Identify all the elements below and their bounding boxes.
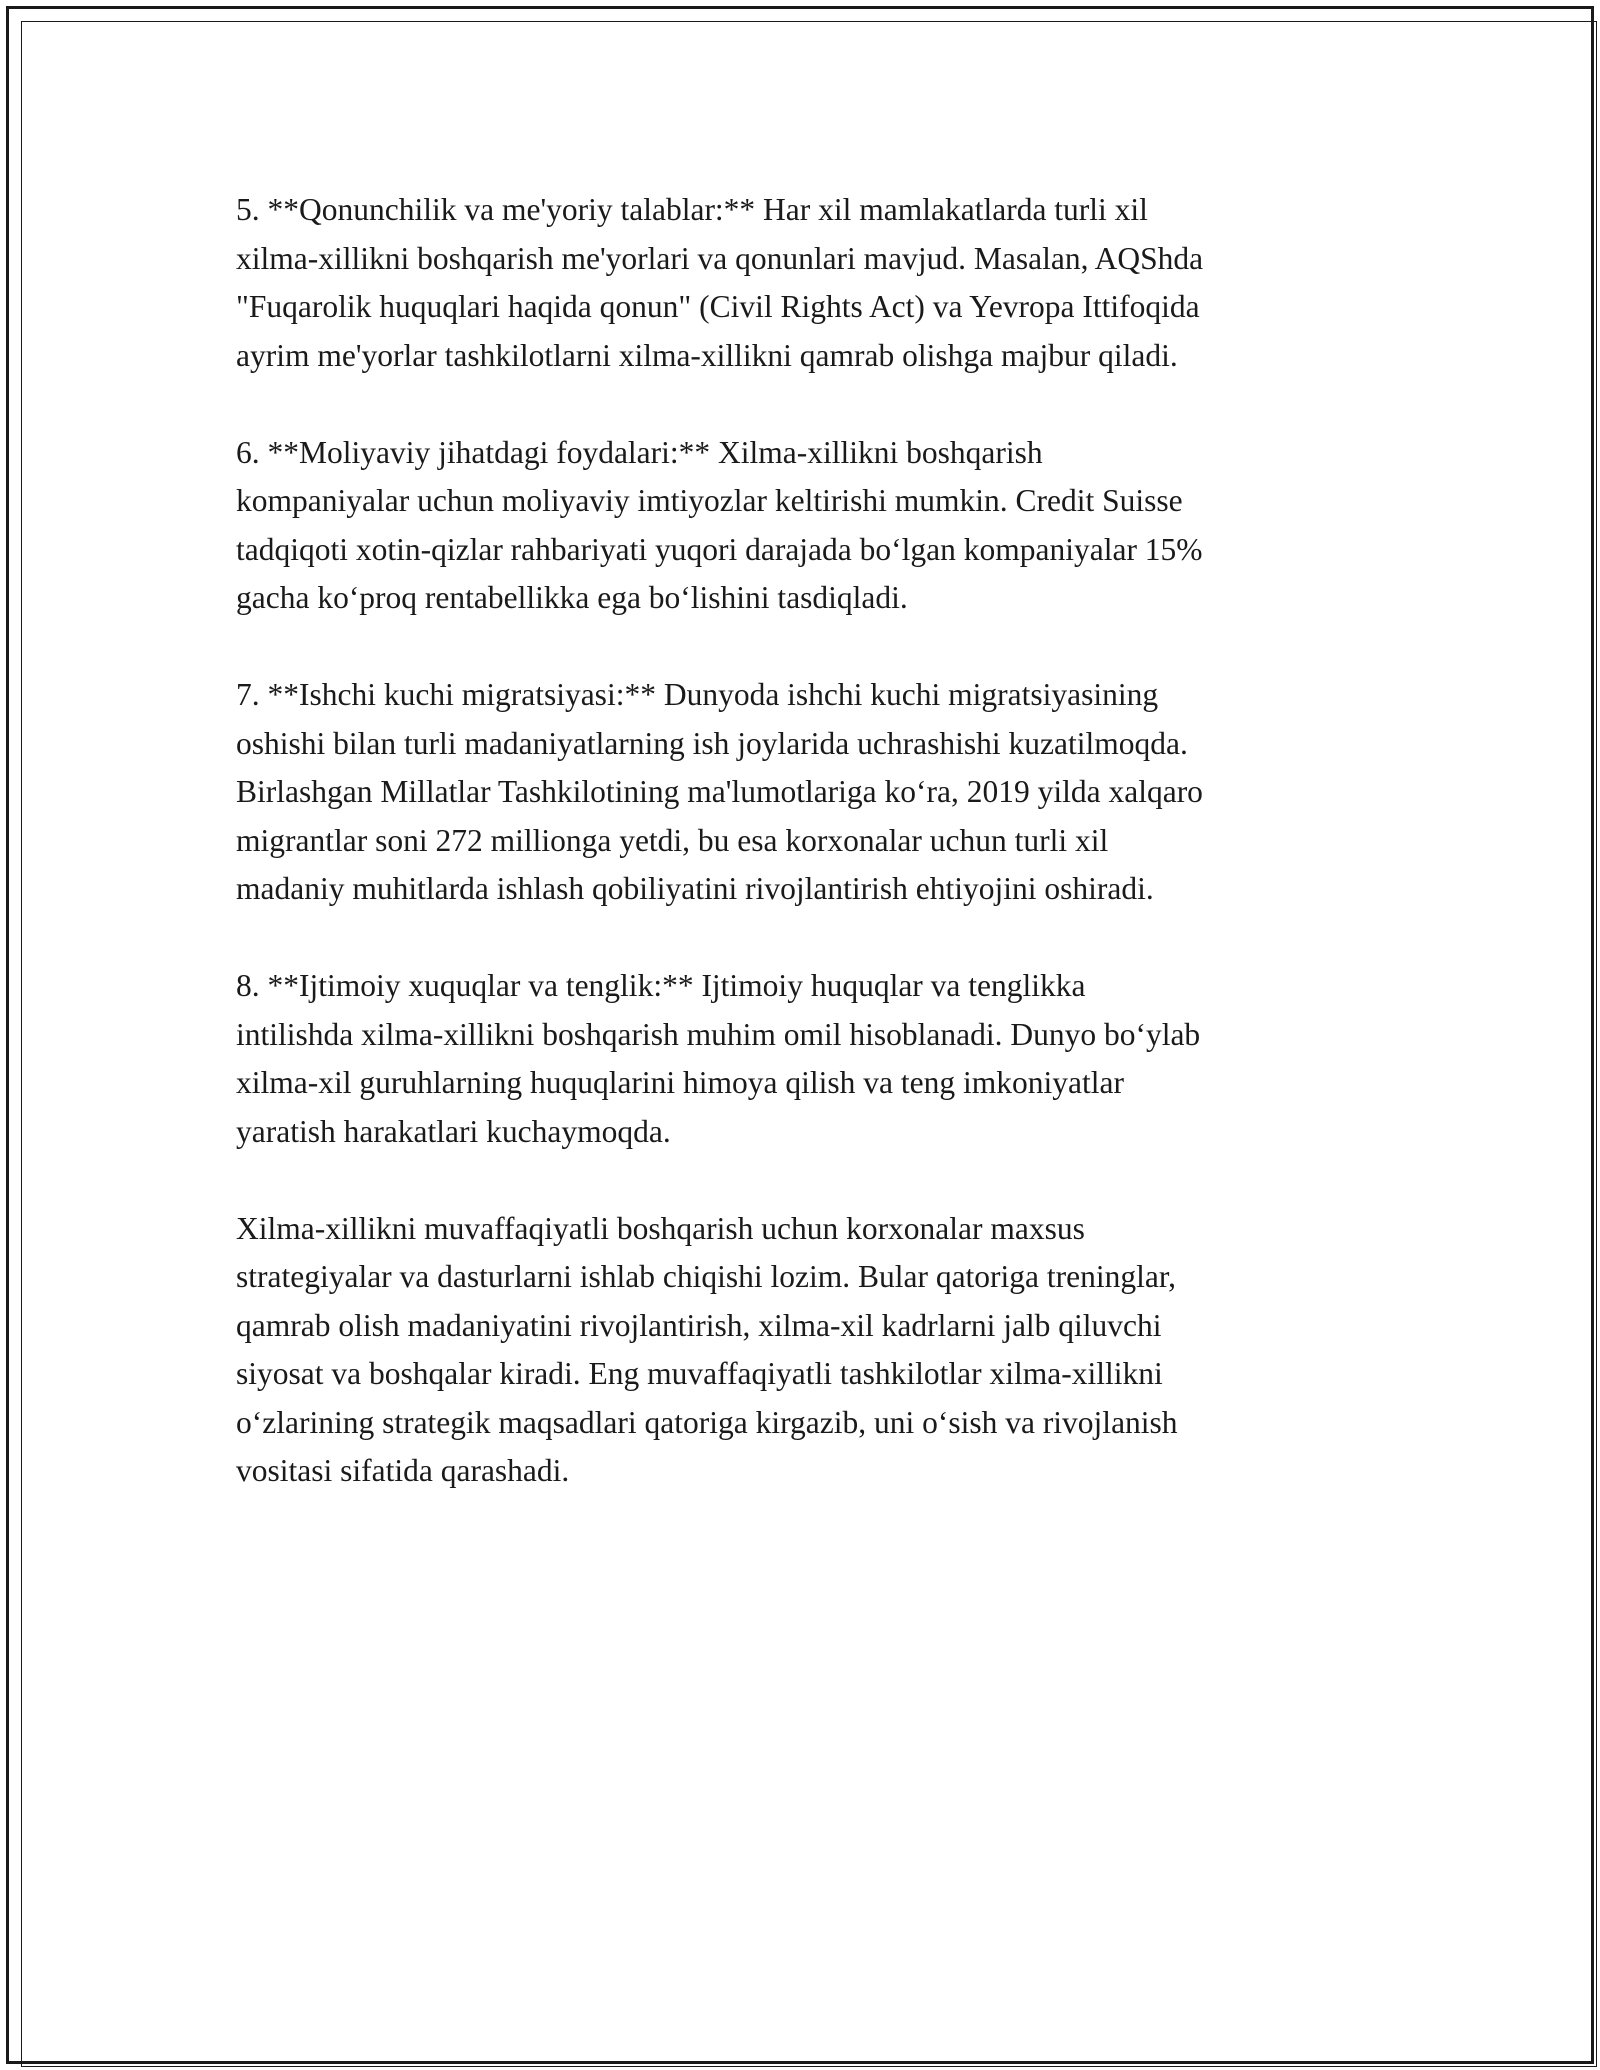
paragraph-item-5-legal-requirements: 5. **Qonunchilik va me'yoriy talablar:** Har xil mamlakatlarda turli xil xilma-xillikni boshqarish me'yorlari va qonunlari mavjud. Masalan, AQShda "Fuqarolik huquqlari haqida qonun" (Civil Rights Act) va Yevropa Ittifoqida ayrim me'yorlar tashkilotlarni xilma-xillikni qamrab olishga majbur qiladi. [236, 192, 1204, 373]
paragraph-item-6-financial-benefits: 6. **Moliyaviy jihatdagi foydalari:** Xilma-xillikni boshqarish kompaniyalar uchun moliyaviy imtiyozlar keltirishi mumkin. Credit Suisse tadqiqoti xotin-qizlar rahbariyati yuqori darajada bo‘lgan kompaniyalar 15% gacha ko‘proq rentabellikka ega bo‘lishini tasdiqladi. [236, 434, 1203, 615]
paragraph-item-7-labor-migration: 7. **Ishchi kuchi migratsiyasi:** Dunyoda ishchi kuchi migratsiyasining oshishi bilan turli madaniyatlarning ish joylarida uchrashishi kuzatilmoqda. Birlashgan Millatlar Tashkilotining ma'lumotlariga ko‘ra, 2019 yilda xalqaro migrantlar soni 272 millionga yetdi, bu esa korxonalar uchun turli xil madaniy muhitlarda ishlash qobiliyatini rivojlantirish ehtiyojini oshiradi. [236, 677, 1203, 906]
document-body [236, 186, 1376, 1544]
paragraph-conclusion: Xilma-xillikni muvaffaqiyatli boshqarish uchun korxonalar maxsus strategiyalar va dasturlarni ishlab chiqishi lozim. Bular qatoriga treninglar, qamrab olish madaniyatini rivojlantirish, xilma-xil kadrlarni jalb qiluvchi siyosat va boshqalar kiradi. Eng muvaffaqiyatli tashkilotlar xilma-xillikni o‘zlarining strategik maqsadlari qatoriga kirgazib, uni o‘sish va rivojlanish vositasi sifatida qarashadi. [236, 1210, 1178, 1488]
paragraph-item-8-social-rights: 8. **Ijtimoiy xuquqlar va tenglik:** Ijtimoiy huquqlar va tenglikka intilishda xilma-xillikni boshqarish muhim omil hisoblanadi. Dunyo bo‘ylab xilma-xil guruhlarning huquqlarini himoya qilish va teng imkoniyatlar yaratish harakatlari kuchaymoqda. [236, 968, 1201, 1149]
